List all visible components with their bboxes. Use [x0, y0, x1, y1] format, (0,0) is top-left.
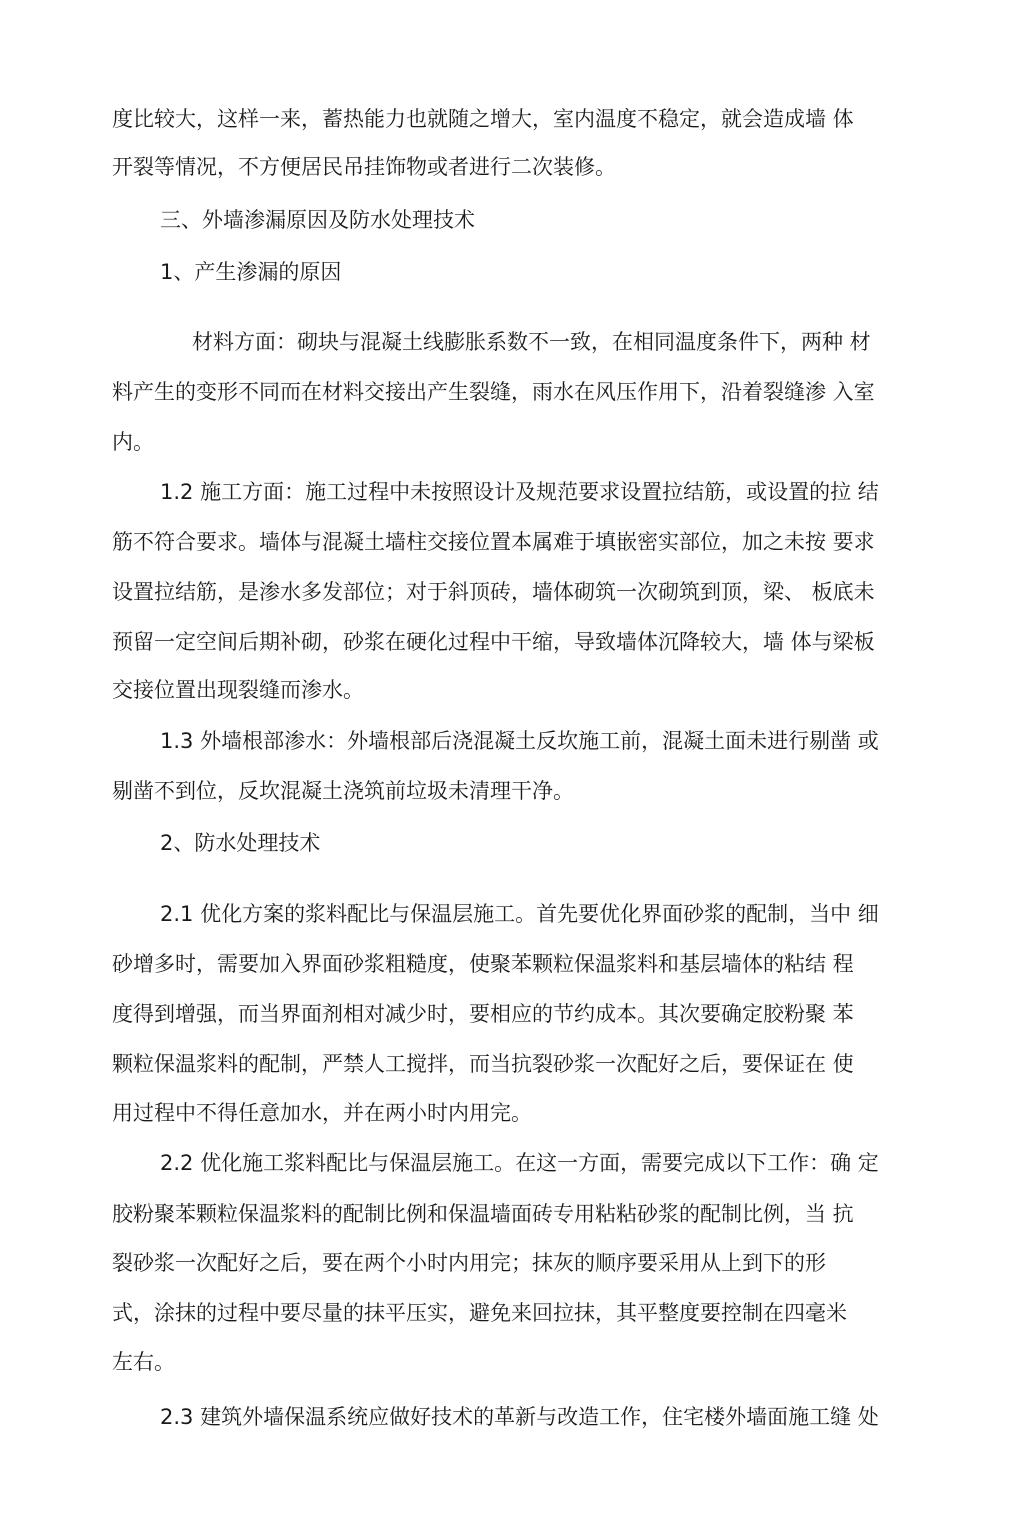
- paragraph-line: 1.3 外墙根部渗水：外墙根部后浇混凝土反坎施工前，混凝土面未进行剔凿 或: [160, 729, 879, 753]
- paragraph-line: 料产生的变形不同而在材料交接出产生裂缝，雨水在风压作用下，沿着裂缝渗 入室: [112, 380, 875, 404]
- paragraph-line: 开裂等情况，不方便居民吊挂饰物或者进行二次装修。: [112, 155, 616, 179]
- paragraph-line: 预留一定空间后期补砌，砂浆在硬化过程中干缩，导致墙体沉降较大，墙 体与梁板: [112, 630, 875, 654]
- paragraph-line: 材料方面：砌块与混凝土线膨胀系数不一致，在相同温度条件下，两种 材: [192, 330, 871, 354]
- subsection-heading: 1、产生渗漏的原因: [160, 260, 342, 284]
- paragraph-line: 2.2 优化施工浆料配比与保温层施工。在这一方面，需要完成以下工作：确 定: [160, 1151, 879, 1175]
- paragraph-line: 内。: [112, 430, 154, 454]
- paragraph-line: 颗粒保温浆料的配制，严禁人工搅拌，而当抗裂砂浆一次配好之后，要保证在 使: [112, 1052, 854, 1076]
- paragraph-line: 左右。: [112, 1350, 175, 1374]
- paragraph-line: 裂砂浆一次配好之后，要在两个小时内用完；抹灰的顺序要采用从上到下的形: [112, 1251, 826, 1275]
- paragraph-line: 1.2 施工方面：施工过程中未按照设计及规范要求设置拉结筋，或设置的拉 结: [160, 480, 879, 504]
- paragraph-line: 设置拉结筋，是渗水多发部位；对于斜顶砖，墙体砌筑一次砌筑到顶，梁、 板底未: [112, 580, 875, 604]
- paragraph-line: 交接位置出现裂缝而渗水。: [112, 678, 364, 702]
- paragraph-line: 2.1 优化方案的浆料配比与保温层施工。首先要优化界面砂浆的配制，当中 细: [160, 902, 879, 926]
- paragraph-line: 砂增多时，需要加入界面砂浆粗糙度，使聚苯颗粒保温浆料和基层墙体的粘结 程: [112, 952, 854, 976]
- paragraph-line: 度比较大，这样一来，蓄热能力也就随之增大，室内温度不稳定，就会造成墙 体: [112, 107, 854, 131]
- section-heading: 三、外墙渗漏原因及防水处理技术: [160, 208, 475, 232]
- paragraph-line: 胶粉聚苯颗粒保温浆料的配制比例和保温墙面砖专用粘粘砂浆的配制比例，当 抗: [112, 1202, 854, 1226]
- paragraph-line: 2.3 建筑外墙保温系统应做好技术的革新与改造工作，住宅楼外墙面施工缝 处: [160, 1405, 879, 1429]
- paragraph-line: 度得到增强，而当界面剂相对减少时，要相应的节约成本。其次要确定胶粉聚 苯: [112, 1002, 854, 1026]
- paragraph-line: 筋不符合要求。墙体与混凝土墙柱交接位置本属难于填嵌密实部位，加之未按 要求: [112, 530, 875, 554]
- subsection-heading: 2、防水处理技术: [160, 831, 321, 855]
- paragraph-line: 式，涂抹的过程中要尽量的抹平压实，避免来回拉抹，其平整度要控制在四毫米: [112, 1301, 847, 1325]
- paragraph-line: 剔凿不到位，反坎混凝土浇筑前垃圾未清理干净。: [112, 779, 574, 803]
- paragraph-line: 用过程中不得任意加水，并在两小时内用完。: [112, 1101, 532, 1125]
